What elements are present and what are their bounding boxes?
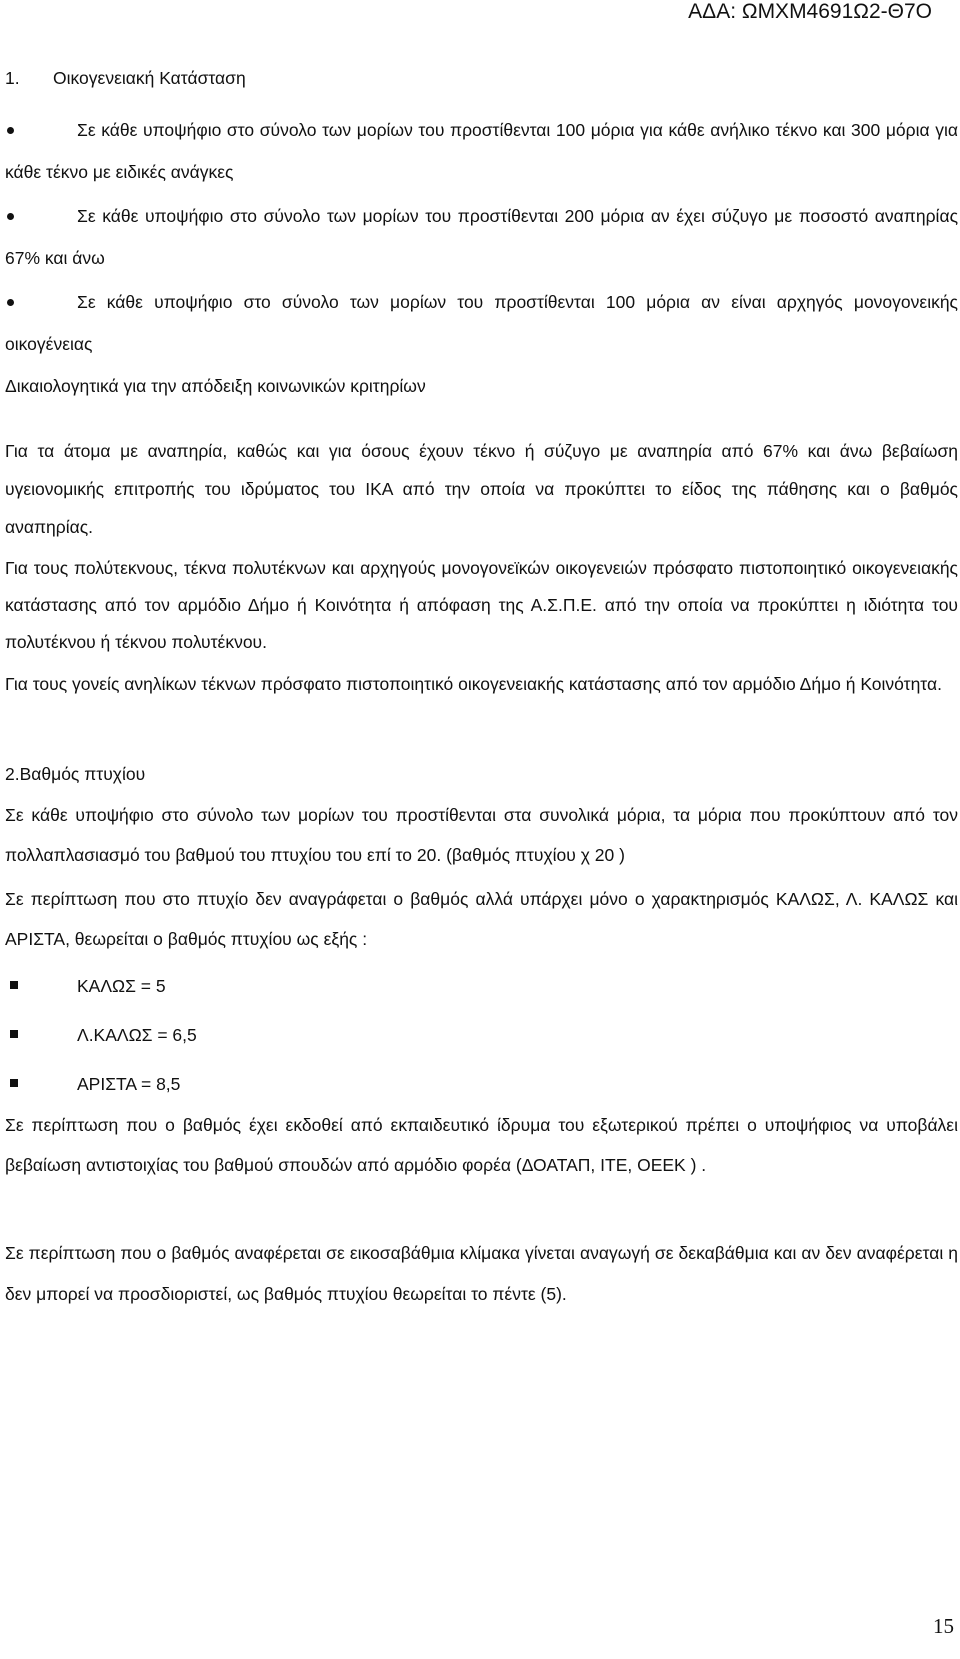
grade-text: ΚΑΛΩΣ = 5 xyxy=(77,976,166,996)
bullet-icon xyxy=(7,299,14,306)
grade-text: Λ.ΚΑΛΩΣ = 6,5 xyxy=(77,1025,197,1045)
ada-code: ΑΔΑ: ΩΜΧΜ4691Ω2-Θ7Ο xyxy=(688,0,932,23)
documents-paragraph-large-families: Για τους πολύτεκνους, τέκνα πολυτέκνων και αρχηγούς μονογονεϊκών οικογενειών πρόσφατο πιστοποιητικό οικογενειακής κατάστασης από τον αρμόδιο Δήμο ή Κοινότητα ή απόφαση της Α.Σ.Π.Ε. από την οποία να προκύπτει η ιδιότητα του πολυτέκνου ή τέκνου πολυτέκνου. xyxy=(5,558,958,652)
bullet-text: Σε κάθε υποψήφιο στο σύνολο των μορίων του προστίθενται 100 μόρια για κάθε ανήλικο τέκνο και 300 μόρια για κάθε τέκνο με ειδικές ανάγκες xyxy=(5,120,958,182)
section-2-paragraph-characterisation: Σε περίπτωση που στο πτυχίο δεν αναγράφεται ο βαθμός αλλά υπάρχει μόνο ο χαρακτηρισμός ΚΑΛΩΣ, Λ. ΚΑΛΩΣ και ΑΡΙΣΤΑ, θεωρείται ο βαθμός πτυχίου ως εξής : xyxy=(5,889,958,949)
page-number: 15 xyxy=(933,1614,954,1638)
square-bullet-icon xyxy=(10,981,18,989)
bullet-text: Σε κάθε υποψήφιο στο σύνολο των μορίων του προστίθενται 200 μόρια αν έχει σύζυγο με ποσοστό αναπηρίας 67% και άνω xyxy=(5,206,958,268)
square-bullet-icon xyxy=(10,1030,18,1038)
grade-item xyxy=(5,965,958,1007)
bullet-item xyxy=(5,195,958,279)
bullet-icon xyxy=(7,213,14,220)
section-2-paragraph-points: Σε κάθε υποψήφιο στο σύνολο των μορίων του προστίθενται στα συνολικά μόρια, τα μόρια που προκύπτουν από τον πολλαπλασιασμό του βαθμού του πτυχίου του επί το 20. (βαθμός πτυχίου χ 20 ) xyxy=(5,805,958,865)
section-2-paragraph-scale: Σε περίπτωση που ο βαθμός αναφέρεται σε εικοσαβάθμια κλίμακα γίνεται αναγωγή σε δεκαβάθμια και αν δεν αναφέρεται η δεν μπορεί να προσδιοριστεί, ως βαθμός πτυχίου θεωρείται το πέντε (5). xyxy=(5,1243,958,1304)
section-1-title: Οικογενειακή Κατάσταση xyxy=(53,68,246,88)
section-2-heading: 2.Βαθμός πτυχίου xyxy=(5,764,146,784)
documents-paragraph-disability: Για τα άτομα με αναπηρία, καθώς και για όσους έχουν τέκνο ή σύζυγο με αναπηρία από 67% και άνω βεβαίωση υγειονομικής επιτροπής του ιδρύματος του ΙΚΑ από την οποία να προκύπτει το είδος της πάθησης και ο βαθμός αναπηρίας. xyxy=(5,441,958,537)
grade-text: ΑΡΙΣΤΑ = 8,5 xyxy=(77,1074,181,1094)
documents-paragraph-minor-children: Για τους γονείς ανηλίκων τέκνων πρόσφατο πιστοποιητικό οικογενειακής κατάστασης από τον αρμόδιο Δήμο ή Κοινότητα. xyxy=(5,674,942,694)
square-bullet-icon xyxy=(10,1079,18,1087)
section-1-number: 1. xyxy=(5,68,20,88)
section-1-heading xyxy=(5,62,958,94)
bullet-item xyxy=(5,281,958,365)
section-2-paragraph-foreign-degree: Σε περίπτωση που ο βαθμός έχει εκδοθεί από εκπαιδευτικό ίδρυμα του εξωτερικού πρέπει ο υποψήφιος να υποβάλει βεβαίωση αντιστοιχίας του βαθμού σπουδών από αρμόδιο φορέα (ΔΟΑΤΑΠ, ΙΤΕ, ΟΕΕΚ ) . xyxy=(5,1115,958,1175)
bullet-text: Σε κάθε υποψήφιο στο σύνολο των μορίων του προστίθενται 100 μόρια αν είναι αρχηγός μονογονεικής οικογένειας xyxy=(5,292,958,354)
document-body xyxy=(5,62,958,1315)
grade-item xyxy=(5,1014,958,1056)
grade-item xyxy=(5,1063,958,1105)
documents-heading: Δικαιολογητικά για την απόδειξη κοινωνικών κριτηρίων xyxy=(5,376,426,396)
bullet-item xyxy=(5,109,958,193)
bullet-icon xyxy=(7,127,14,134)
